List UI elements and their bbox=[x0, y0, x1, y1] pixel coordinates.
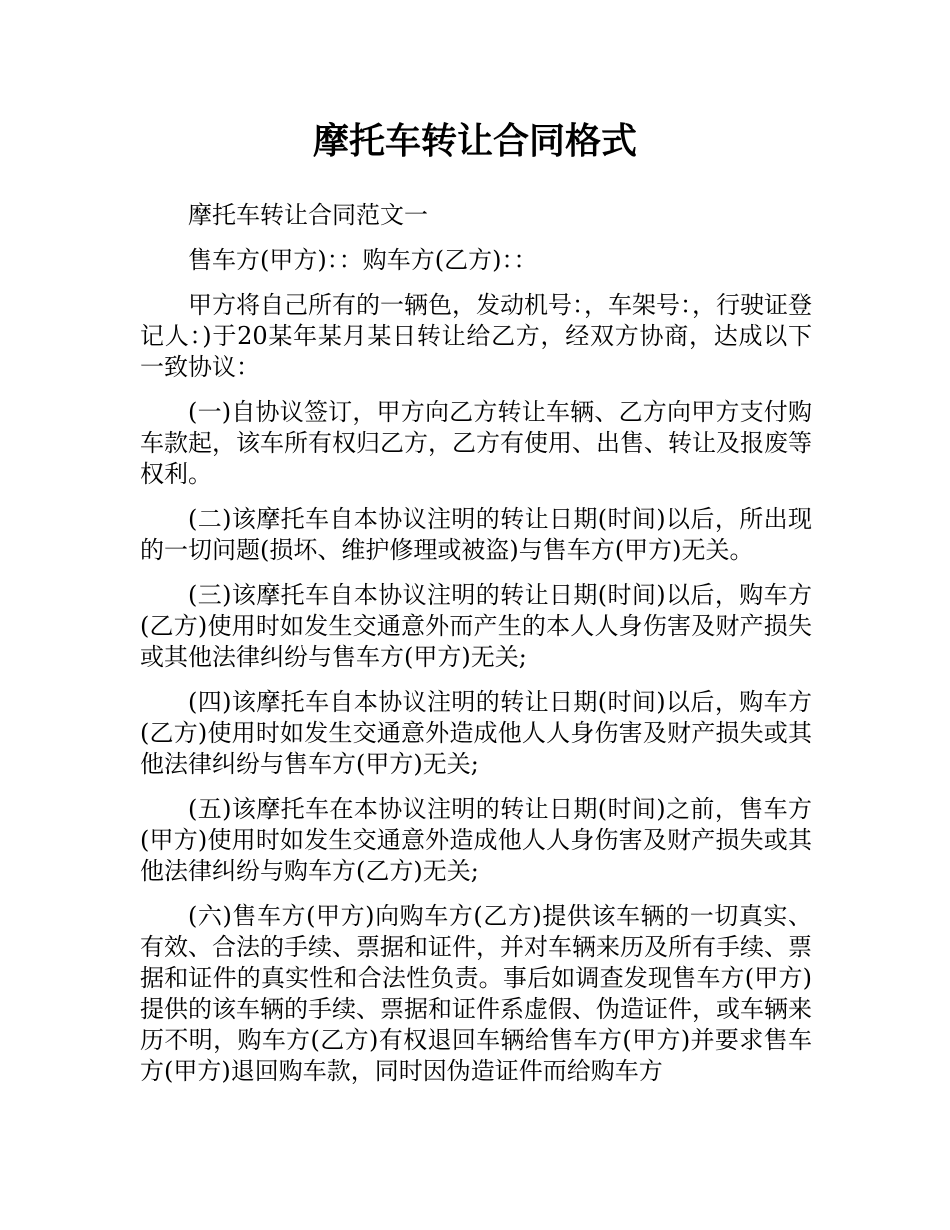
paragraph-heading: 摩托车转让合同范文一 bbox=[188, 201, 428, 229]
paragraph-clause-5: (五)该摩托车在本协议注明的转让日期(时间)之前，售车方(甲方)使用时如发生交通意外造成他人人身伤害及财产损失或其他法律纠纷与购车方(乙方)无关; bbox=[140, 795, 812, 885]
paragraph-parties: 售车方(甲方)：：购车方(乙方)：： bbox=[188, 246, 538, 274]
paragraph-clause-1: (一)自协议签订，甲方向乙方转让车辆、乙方向甲方支付购车款起，该车所有权归乙方，乙方有使用、出售、转让及报废等权利。 bbox=[140, 398, 812, 488]
document-title: 摩托车转让合同格式 bbox=[312, 121, 637, 162]
paragraph-clause-2: (二)该摩托车自本协议注明的转让日期(时间)以后，所出现的一切问题(损坏、维护修理或被盗)与售车方(甲方)无关。 bbox=[140, 505, 812, 564]
paragraph-clause-4: (四)该摩托车自本协议注明的转让日期(时间)以后，购车方(乙方)使用时如发生交通意外造成他人人身伤害及财产损失或其他法律纠纷与售车方(甲方)无关; bbox=[140, 688, 812, 778]
paragraph-clause-6: (六)售车方(甲方)向购车方(乙方)提供该车辆的一切真实、有效、合法的手续、票据和证件，并对车辆来历及所有手续、票据和证件的真实性和合法性负责。事后如调查发现售车方(甲方)提供的该车辆的手续、票据和证件系虚假、伪造证件，或车辆来历不明，购车方(乙方)有权退回车辆给售车方(甲方)并要求售车方(甲方)退回购车款，同时因伪造证件而给购车方 bbox=[140, 902, 812, 1085]
paragraph-clause-3: (三)该摩托车自本协议注明的转让日期(时间)以后，购车方(乙方)使用时如发生交通意外而产生的本人人身伤害及财产损失或其他法律纠纷与售车方(甲方)无关; bbox=[140, 581, 812, 671]
document-body bbox=[140, 200, 812, 1101]
paragraph-preamble: 甲方将自己所有的一辆色，发动机号：，车架号：，行驶证登记人：)于20某年某月某日转让给乙方，经双方协商，达成以下一致协议： bbox=[140, 291, 812, 381]
